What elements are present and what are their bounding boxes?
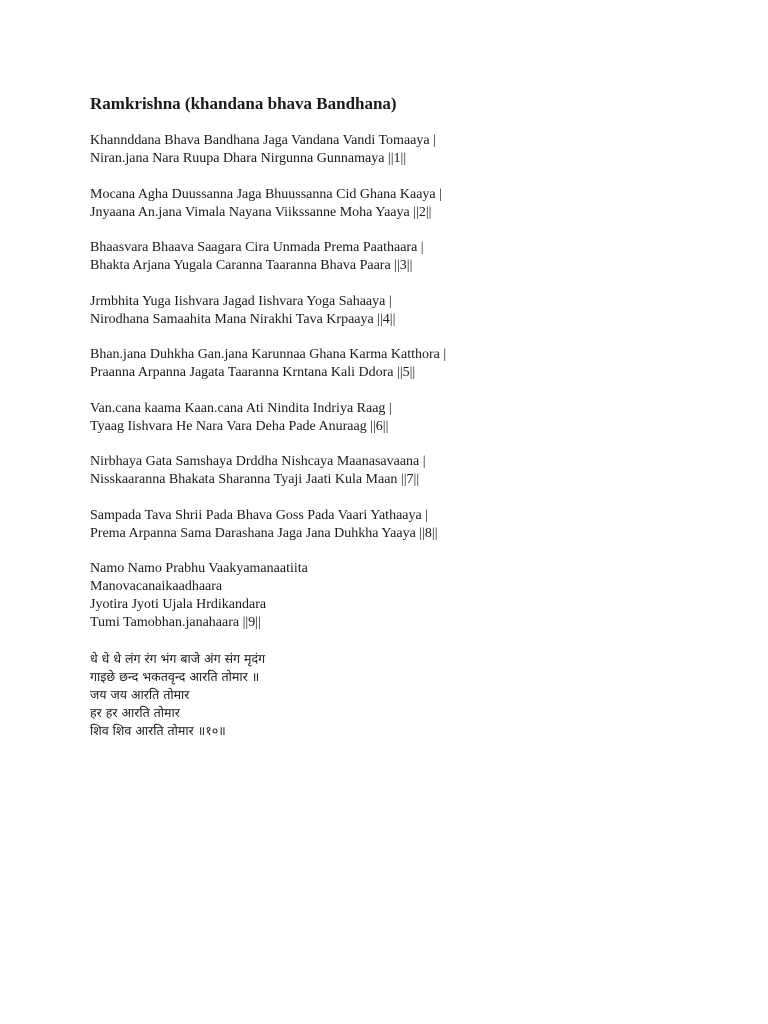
stanza-7 — [90, 453, 710, 489]
stanza-6 — [90, 400, 710, 436]
verse-line: Tyaag Iishvara He Nara Vara Deha Pade Anuraag ||6|| — [90, 418, 389, 434]
verse-line: Mocana Agha Duussanna Jaga Bhuussanna Cid Ghana Kaaya | — [90, 186, 442, 202]
verse-line: Manovacanaikaadhaara — [90, 579, 223, 594]
stanza-1 — [90, 132, 710, 168]
verse-line: Sampada Tava Shrii Pada Bhava Goss Pada Vaari Yathaaya | — [90, 507, 429, 523]
verse-line: Jnyaana An.jana Vimala Nayana Viikssanne Moha Yaaya ||2|| — [90, 204, 432, 220]
stanza-3 — [90, 239, 710, 275]
verse-line: Niran.jana Nara Ruupa Dhara Nirgunna Gunnamaya ||1|| — [90, 151, 407, 166]
verse-line: Jyotira Jyoti Ujala Hrdikandara — [90, 597, 267, 612]
verse-line: Bhakta Arjana Yugala Caranna Taaranna Bhava Paara ||3|| — [90, 258, 413, 273]
document-page — [90, 93, 710, 757]
verse-line: Prema Arpanna Sama Darashana Jaga Jana Duhkha Yaaya ||8|| — [90, 525, 438, 541]
stanza-4 — [90, 293, 710, 329]
verse-line: Bhan.jana Duhkha Gan.jana Karunnaa Ghana Karma Katthora | — [90, 347, 447, 362]
verse-line: जय जय आरति तोमार — [90, 686, 190, 702]
verse-line: Bhaasvara Bhaava Saagara Cira Unmada Prema Paathaara | — [90, 240, 424, 255]
stanza-2 — [90, 186, 710, 222]
verse-line: Namo Namo Prabhu Vaakyamanaatiita — [90, 561, 308, 576]
stanza-5 — [90, 346, 710, 382]
verse-line: धे धे धे लंग रंग भंग बाजे अंग संग मृदंग — [90, 650, 266, 666]
verse-line: शिव शिव आरति तोमार ॥१०॥ — [90, 722, 226, 738]
verse-line: Nisskaaranna Bhakata Sharanna Tyaji Jaati Kula Maan ||7|| — [90, 472, 420, 487]
verse-line: Praanna Arpanna Jagata Taaranna Krntana Kali Ddora ||5|| — [90, 365, 416, 380]
verse-line: Van.cana kaama Kaan.cana Ati Nindita Indriya Raag | — [90, 400, 392, 416]
stanza-9 — [90, 560, 710, 632]
document-title: Ramkrishna (khandana bhava Bandhana) — [90, 94, 397, 113]
verse-line: Nirbhaya Gata Samshaya Drddha Nishcaya Maanasavaana | — [90, 454, 426, 469]
stanza-10-devanagari — [90, 650, 710, 740]
verse-line: गाइछे छन्द भकतवृन्द आरति तोमार ॥ — [90, 668, 260, 684]
verse-line: हर हर आरति तोमार — [90, 704, 180, 720]
verse-line: Khannddana Bhava Bandhana Jaga Vandana Vandi Tomaaya | — [90, 133, 436, 148]
stanza-8 — [90, 507, 710, 543]
verse-line: Tumi Tamobhan.janahaara ||9|| — [90, 615, 261, 630]
verse-line: Nirodhana Samaahita Mana Nirakhi Tava Krpaaya ||4|| — [90, 311, 396, 327]
verse-line: Jrmbhita Yuga Iishvara Jagad Iishvara Yoga Sahaaya | — [90, 293, 392, 309]
